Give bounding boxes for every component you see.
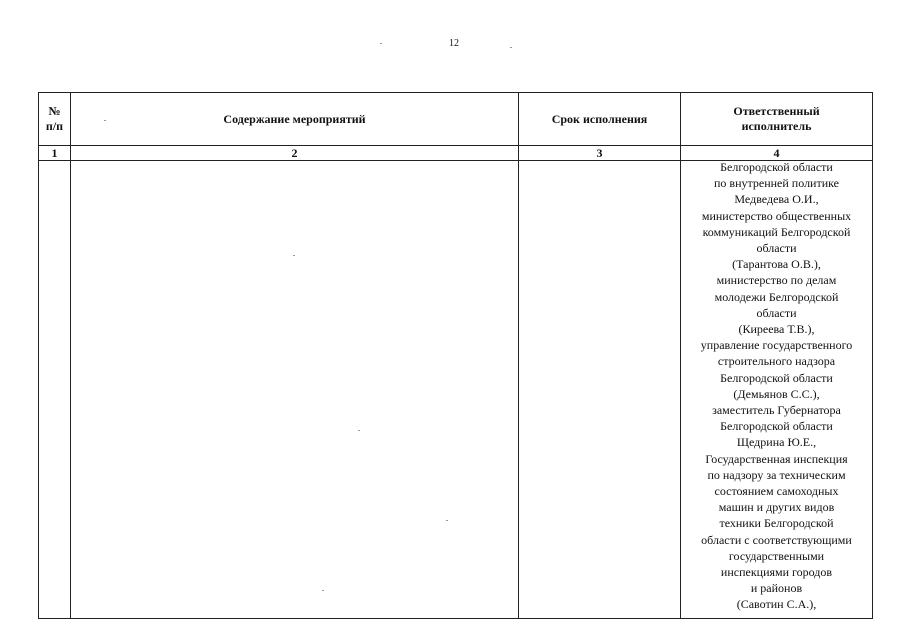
column-number-4: 4 xyxy=(681,146,873,161)
executor-line: техники Белгородской xyxy=(719,516,834,531)
executor-line: министерство по делам xyxy=(716,273,837,288)
executor-line: инспекциями городов xyxy=(720,565,833,580)
column-number-1: 1 xyxy=(39,146,71,161)
column-number-2: 2 xyxy=(71,146,519,161)
scan-speck xyxy=(380,43,382,44)
page-number: 12 xyxy=(449,38,459,49)
executor-line: строительного надзора xyxy=(717,354,836,369)
executor-line: Медведева О.И., xyxy=(734,192,819,207)
row-number-cell xyxy=(39,161,71,619)
executor-line: государственными xyxy=(728,548,825,563)
scan-speck xyxy=(446,520,448,521)
executor-line: заместитель Губернатора xyxy=(712,403,841,418)
row-deadline-cell xyxy=(519,161,681,619)
scan-speck xyxy=(322,590,324,591)
header-executor: Ответственный исполнитель xyxy=(681,93,873,146)
executor-line: молодежи Белгородской xyxy=(714,289,839,304)
executor-line: Белгородской области xyxy=(720,419,833,434)
executor-line: и районов xyxy=(750,581,803,596)
row-executor-cell xyxy=(681,161,873,619)
header-content: Содержание мероприятий xyxy=(71,93,519,146)
executor-line: коммуникаций Белгородской xyxy=(702,224,851,239)
executor-line: (Киреева Т.В.), xyxy=(738,322,815,337)
executor-line: состоянием самоходных xyxy=(714,484,839,499)
scan-speck xyxy=(358,430,360,431)
executor-line: (Тарантова О.В.), xyxy=(732,257,821,272)
scan-speck xyxy=(104,120,106,121)
events-table xyxy=(38,92,873,619)
executor-line: области xyxy=(756,241,797,256)
scan-speck xyxy=(510,47,512,48)
table-row xyxy=(39,161,873,619)
executor-line: по надзору за техническим xyxy=(707,467,846,482)
executor-line: Белгородской области xyxy=(720,370,833,385)
executor-line: министерство общественных xyxy=(701,208,852,223)
header-row xyxy=(39,93,873,146)
executor-line: (Савотин С.А.), xyxy=(736,597,817,612)
header-number: № п/п xyxy=(39,93,71,146)
executor-line: машин и других видов xyxy=(718,500,835,515)
column-number-3: 3 xyxy=(519,146,681,161)
row-content-cell xyxy=(71,161,519,619)
executor-line: по внутренней политике xyxy=(713,176,839,191)
executor-line: Щедрина Ю.Е., xyxy=(736,435,817,450)
header-deadline: Срок исполнения xyxy=(519,93,681,146)
executor-line: управление государственного xyxy=(700,338,853,353)
executor-text xyxy=(681,159,872,613)
executor-line: (Демьянов С.С.), xyxy=(733,386,820,401)
executor-line: Государственная инспекция xyxy=(705,451,848,466)
executor-line: области с соответствующими xyxy=(701,532,852,547)
executor-line: области xyxy=(756,305,797,320)
executor-line: Белгородской области xyxy=(720,160,833,174)
scan-speck xyxy=(293,255,295,256)
